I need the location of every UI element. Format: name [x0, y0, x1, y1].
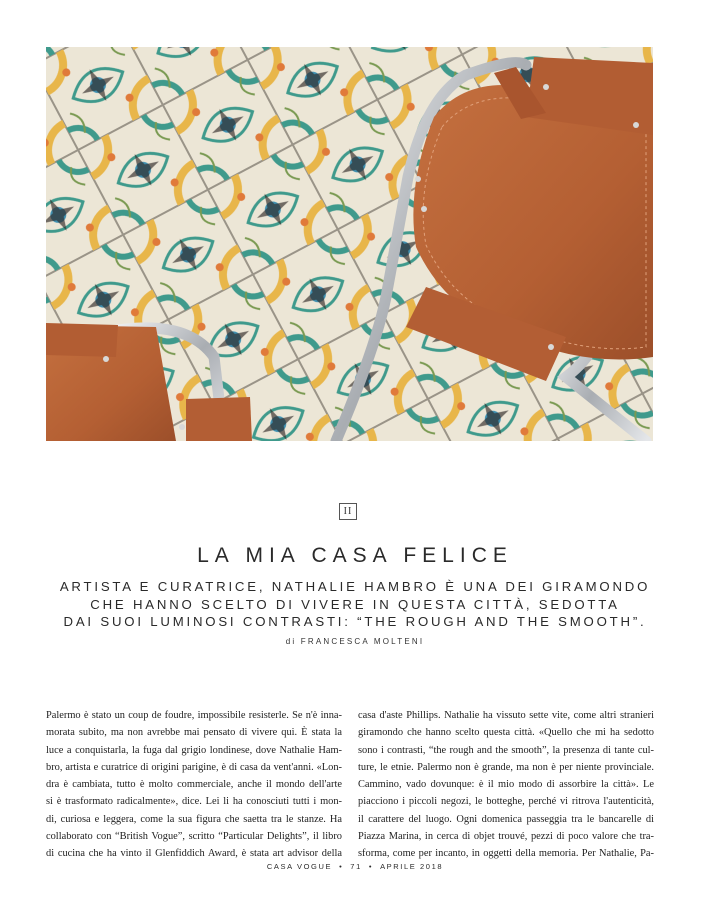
- body-line: Piazza Marina, in cerca di objet trouvé, pezzi di poco valore che tra-: [358, 831, 654, 843]
- body-line: morata subito, ma non avrebbe mai pensato di vivere qui. È stata la: [46, 727, 342, 739]
- body-line: piacciono i piccoli negozi, le botteghe, perché vi ritrova l'autenticità,: [358, 796, 654, 808]
- body-line: collaborato con “British Vogue”, scritto “Particular Delights”, il libro: [46, 831, 342, 843]
- body-line: di cucina che ha vinto il Glenfiddich Award, è stata art advisor della: [46, 848, 342, 860]
- subtitle-line: DAI SUOI LUMINOSI CONTRASTI: “THE ROUGH AND THE SMOOTH”.: [63, 614, 647, 629]
- body-line: Palermo è stato un coup de foudre, impossibile resisterle. Se n'è inna-: [46, 710, 342, 721]
- body-column-right: [358, 707, 654, 863]
- hero-photo: [46, 47, 653, 441]
- footer-separator: •: [339, 862, 344, 871]
- footer-page-number: 71: [350, 862, 362, 871]
- body-line: si è trasformato radicalmente», dice. Lei li ha conosciuti tutti i mon-: [46, 796, 342, 808]
- subtitle-line: CHE HANNO SCELTO DI VIVERE IN QUESTA CITTÀ, SEDOTTA: [90, 596, 620, 612]
- article-title: LA MIA CASA FELICE: [197, 544, 513, 567]
- article-subtitle: [40, 578, 670, 631]
- subtitle-line: ARTISTA E CURATRICE, NATHALIE HAMBRO È UNA DEI GIRAMONDO: [59, 579, 651, 594]
- body-line: sono i contrasti, “the rough and the smooth”, la presenza di tante cul-: [358, 744, 654, 756]
- body-column-left: [46, 707, 342, 863]
- footer-issue-date: APRILE 2018: [380, 862, 444, 871]
- footer-separator: •: [368, 862, 374, 871]
- body-line: il carattere del luogo. Ogni domenica passeggia tra le bancarelle di: [358, 813, 654, 825]
- byline: di FRANCESCA MOLTENI: [285, 637, 425, 646]
- body-line: ture, le etnie. Palermo non è grande, ma non è per niente provinciale.: [358, 761, 654, 773]
- page-footer: [0, 862, 710, 871]
- body-line: dra è cambiata, tutto è molto commerciale, anche il mondo dell'arte: [46, 779, 342, 791]
- body-line: bro, artista e curatrice di origini parigine, è di casa da vent'anni. «Lon-: [46, 761, 342, 773]
- body-line: Cammino, vado dovunque: è il mio modo di assorbire la città». Le: [358, 779, 654, 791]
- body-line: casa d'aste Phillips. Nathalie ha vissuto sette vite, come altri stranieri: [358, 710, 654, 721]
- body-line: di, curiosa e leggera, come la sua figura che saetta tra le stanze. Ha: [46, 813, 342, 825]
- body-line: sforma, come per incanto, in oggetti della memoria. Per Nathalie, Pa-: [358, 848, 654, 860]
- body-line: giramondo che hanno scelto questa città. «Quello che mi ha sedotto: [358, 727, 654, 739]
- tile-floor-with-chairs-image: [46, 47, 653, 441]
- footer-magazine-name: CASA VOGUE: [266, 862, 333, 871]
- body-line: luce a conquistarla, la fuga dal grigio londinese, dove Nathalie Ham-: [46, 744, 342, 756]
- section-number-badge: II: [339, 503, 357, 520]
